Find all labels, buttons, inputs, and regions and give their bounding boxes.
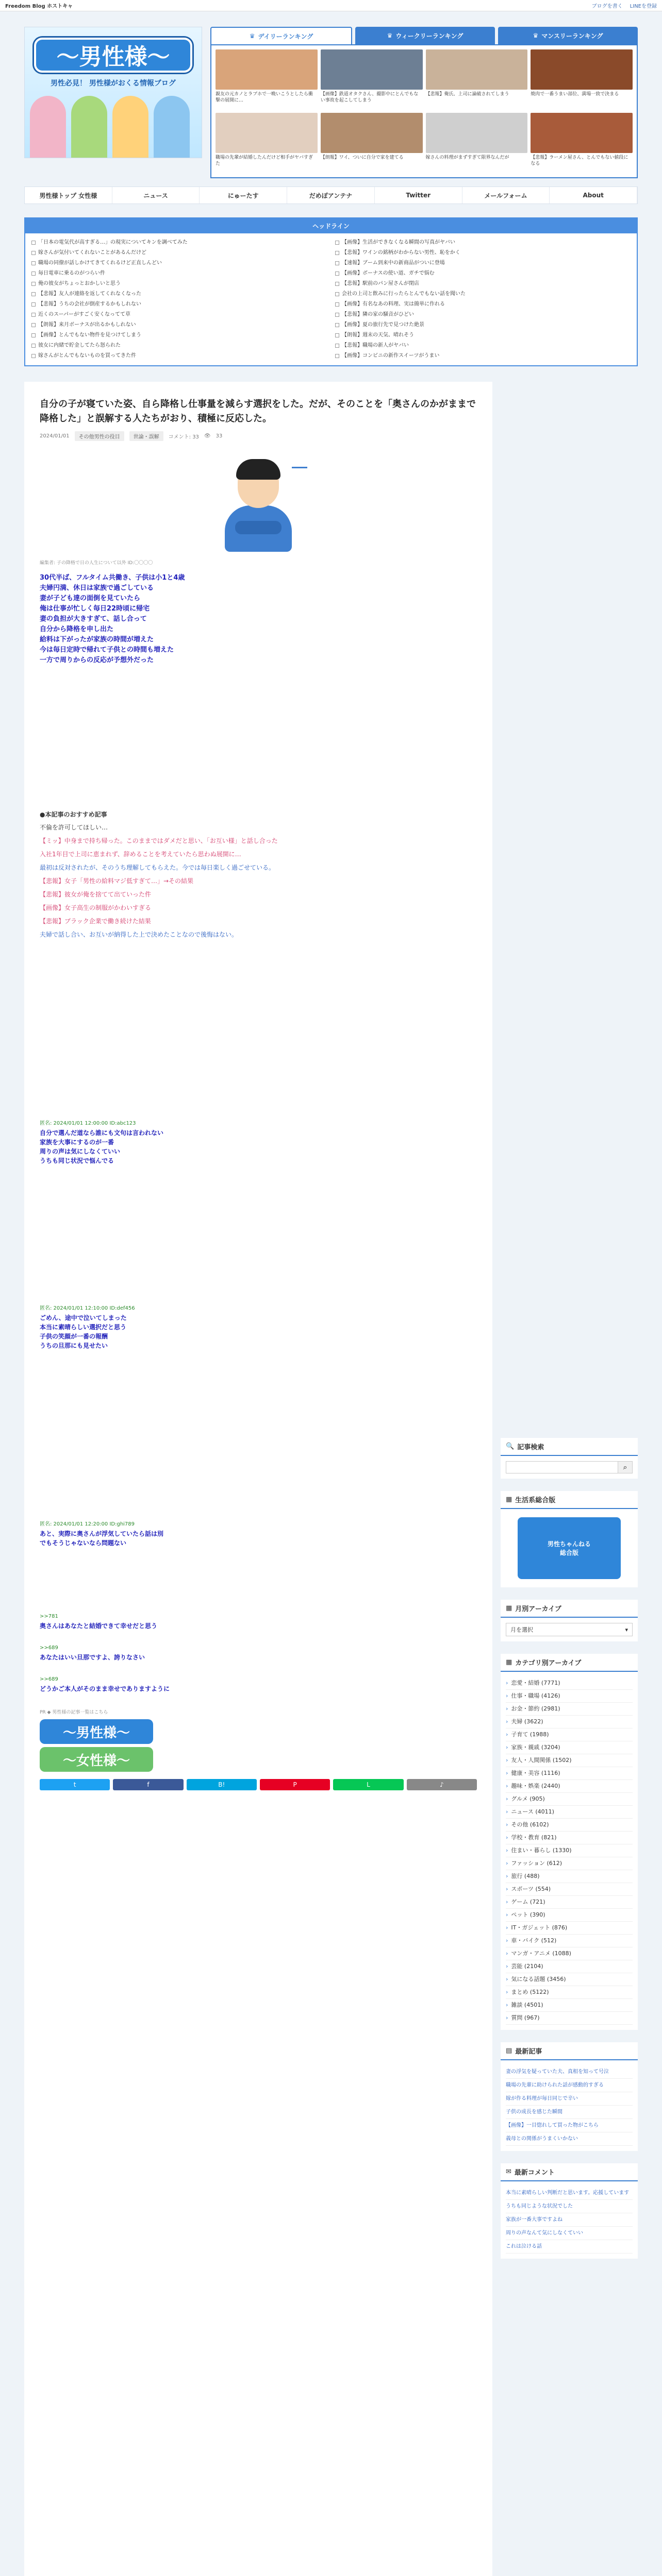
checkbox-icon	[31, 313, 36, 317]
list-item[interactable]: うちも同じような状況でした	[506, 2200, 633, 2213]
checkbox-icon	[31, 344, 36, 348]
share-bar	[40, 1779, 477, 1790]
list-item[interactable]: › 子育て (1988)	[506, 1728, 633, 1741]
chevron-right-icon: ›	[506, 1744, 508, 1751]
list-item[interactable]: › 仕事・職場 (4126)	[506, 1690, 633, 1703]
headline-item[interactable]: 「日本の電気代が高すぎる…」の現実についてキンを調べてみた	[31, 238, 327, 248]
chevron-right-icon: ›	[506, 1783, 508, 1789]
checkbox-icon	[31, 354, 36, 358]
character-illustration	[71, 96, 107, 158]
headline-item[interactable]: 【悲報】ワインの銘柄がわからない男性、恥をかく	[335, 248, 631, 258]
recommended-link[interactable]: 【悲報】ブラック企業で働き続けた結果	[40, 918, 151, 925]
note-text: 夫婦で話し合い、お互いが納得した上で決めたことなので後悔はない。	[40, 931, 238, 938]
nav-twitter[interactable]: Twitter	[375, 187, 462, 204]
chevron-right-icon: ›	[506, 1795, 508, 1802]
chevron-right-icon: ›	[506, 1860, 508, 1867]
chevron-right-icon: ›	[506, 1808, 508, 1815]
folder-icon: ▦	[506, 1496, 512, 1503]
ad-banner-women[interactable]: 〜女性様〜	[40, 1747, 153, 1772]
category-chip[interactable]: 世論・誤解	[129, 431, 163, 441]
document-icon: ▤	[506, 2047, 512, 2055]
ad-label: PR ◆ 男性様の記事一覧はこちら	[40, 1710, 108, 1715]
line-share-button[interactable]: L	[333, 1779, 403, 1790]
list-item[interactable]: › 家族・親戚 (3204)	[506, 1741, 633, 1754]
headline-item[interactable]: 【悲報】うちの会社が倒産するかもしれない	[31, 299, 327, 310]
ranking-item[interactable]: 【画像】鉄道オタクさん、撮影中にとんでもない事故を起こしてしまう	[321, 49, 423, 110]
list-item[interactable]: 妻の浮気を疑っていた夫、真相を知って号泣	[506, 2065, 633, 2079]
note-text: 不倫を許可してほしい…	[40, 824, 108, 831]
recommended-link[interactable]: 【ミッ】中身まで持ち帰った。このままではダメだと思い、「お互い様」と話し合った	[40, 837, 278, 844]
quote-block: 30代半ば、フルタイム共働き、子供は小1と4歳 夫婦円満、休日は家族で過ごしている 妻が子ども達の面倒を見ていたら 俺は仕事が忙しく毎日22時頃に帰宅 妻の負担が大きすぎて、話し合って 自分から降格を申し出た 給料は下がったが家族の時間が増えた 今は毎日定時で帰れて子供との時間も増えた 一方で周りからの反応が予想外だった	[40, 574, 185, 664]
nav-mailform[interactable]: メールフォーム	[462, 187, 550, 204]
list-item[interactable]: › 質問 (967)	[506, 2012, 633, 2025]
list-item[interactable]: › 趣味・娯楽 (2440)	[506, 1780, 633, 1793]
ranking-thumbnail	[216, 113, 318, 153]
ranking-thumbnail	[321, 49, 423, 90]
headline-grid	[25, 233, 637, 365]
chevron-right-icon: ›	[506, 1731, 508, 1738]
chevron-right-icon: ›	[506, 1911, 508, 1918]
pocket-share-button[interactable]: P	[260, 1779, 330, 1790]
list-item[interactable]: › 車・バイク (512)	[506, 1935, 633, 1947]
recommended-link[interactable]: 【悲報】彼女が俺を捨てて出ていった件	[40, 891, 152, 898]
list-item[interactable]: › 芸能 (2104)	[506, 1960, 633, 1973]
article-meta	[40, 431, 477, 441]
twitter-share-button[interactable]: t	[40, 1779, 110, 1790]
chevron-right-icon: ›	[506, 1705, 508, 1712]
headline-item[interactable]: 【画像】生活ができなくなる瞬間の写真がヤバい	[335, 238, 631, 248]
spacer	[40, 666, 477, 800]
chevron-right-icon: ›	[506, 1976, 508, 1982]
headline-item[interactable]: 【朗報】週末の天気、晴れそう	[335, 330, 631, 341]
chevron-right-icon: ›	[506, 1924, 508, 1931]
list-item[interactable]: 嫁が作る料理が毎日同じで辛い	[506, 2092, 633, 2106]
list-item[interactable]: › お金・節約 (2981)	[506, 1703, 633, 1716]
chevron-right-icon: ›	[506, 1680, 508, 1686]
site-logo[interactable]	[24, 27, 202, 158]
ranking-item[interactable]: 【悲報】俺氏、上司に論破されてしまう	[426, 49, 528, 110]
tab-monthly[interactable]: ♛ マンスリーランキング	[498, 27, 638, 44]
list-item[interactable]: これは泣ける話	[506, 2240, 633, 2253]
checkbox-icon	[335, 261, 339, 265]
crown-icon: ♛	[387, 32, 393, 39]
crown-icon: ♛	[249, 32, 255, 40]
headline-item[interactable]: 会社の上司と飲みに行ったらとんでもない話を聞いた	[335, 289, 631, 299]
calendar-icon: ▦	[506, 1604, 512, 1612]
crown-icon: ♛	[533, 32, 539, 39]
character-illustration	[30, 96, 66, 158]
ranking-thumbnail	[426, 49, 528, 90]
list-item[interactable]: › グルメ (905)	[506, 1793, 633, 1806]
list-item[interactable]: › その他 (6102)	[506, 1819, 633, 1832]
checkbox-icon	[335, 272, 339, 276]
headline-item[interactable]: 【朗報】来月ボーナスが出るかもしれない	[31, 320, 327, 330]
comment-icon: ✉	[506, 2168, 511, 2176]
article-title: 自分の子が寝ていた姿、自ら降格し仕事量を減らす選択をした。だが、そのことを「奥さんのかがままで降格した」と誤解する人たちがおり、積極に反応した。	[40, 399, 476, 424]
chevron-right-icon: ›	[506, 1834, 508, 1841]
list-item[interactable]: › 旅行 (488)	[506, 1870, 633, 1883]
chevron-right-icon: ›	[506, 1937, 508, 1944]
search-icon: 🔍	[506, 1443, 515, 1450]
ranking-item[interactable]: 【朗報】ワイ、ついに自分で家を建てる	[321, 113, 423, 173]
recent-list	[501, 2060, 638, 2151]
ranking-item[interactable]: 焼肉で一番うまい部位、満場一致で決まる	[531, 49, 633, 110]
hatena-share-button[interactable]: B!	[187, 1779, 257, 1790]
comment: >>781 奥さんはあなたと結婚できて幸せだと思う	[40, 1614, 158, 1630]
list-item[interactable]: 家族が一番大事ですよね	[506, 2213, 633, 2227]
brand-label: Freedom Blog ホストキャ	[5, 4, 73, 9]
headline-item[interactable]: 彼女に内緒で貯金してたら怒られた	[31, 341, 327, 351]
write-blog-link[interactable]: ブログを書く	[591, 4, 623, 9]
article-date: 2024/01/01	[40, 433, 70, 439]
chevron-right-icon: ›	[506, 1692, 508, 1699]
checkbox-icon	[31, 323, 36, 327]
headline-item[interactable]: 【画像】有名なあの料理、実は簡単に作れる	[335, 299, 631, 310]
headline-item[interactable]: 【画像】コンビニの新作スイーツがうまい	[335, 351, 631, 361]
nav-antenna[interactable]: だめぽアンテナ	[287, 187, 375, 204]
eye-icon: 👁	[204, 433, 211, 439]
list-item[interactable]: › ゲーム (721)	[506, 1896, 633, 1909]
main-area	[24, 382, 638, 2576]
ranking-item[interactable]: 嫁さんの料理がまずすぎて限界なんだが	[426, 113, 528, 173]
month-select[interactable]: 月を選択 ▾	[506, 1623, 633, 1636]
list-item[interactable]: › ニュース (4011)	[506, 1806, 633, 1819]
nav-home[interactable]: 男性様トップ 女性様	[25, 187, 112, 204]
post-meta: 編集者: 子の降格で日の人生について以外 ID:〇〇〇〇	[40, 561, 153, 566]
ranking-item[interactable]: 【悲報】ラーメン屋さん、とんでもない値段になる	[531, 113, 633, 173]
search-input[interactable]	[506, 1461, 618, 1473]
headline-item[interactable]: 【悲報】駅前のパン屋さんが閉店	[335, 279, 631, 289]
headline-item[interactable]: 俺の彼女がちょっとおかしいと思う	[31, 279, 327, 289]
headline-title: ヘッドライン	[25, 218, 637, 233]
ad-banner-men[interactable]: 〜男性様〜	[40, 1719, 153, 1744]
nav-about[interactable]: About	[550, 187, 637, 204]
list-item[interactable]: › 友人・人間関係 (1502)	[506, 1754, 633, 1767]
category-chip[interactable]: その他男性の役目	[75, 431, 124, 441]
checkbox-icon	[31, 292, 36, 296]
checkbox-icon	[335, 313, 339, 317]
checkbox-icon	[335, 344, 339, 348]
headline-item[interactable]: 【悲報】職場の新人がヤバい	[335, 341, 631, 351]
line-register-link[interactable]: LINEを登録	[630, 4, 657, 9]
headline-item[interactable]: 【画像】ボーナスの使い道、ガチで悩む	[335, 268, 631, 279]
ranking-thumbnail	[531, 49, 633, 90]
ranking-thumbnail	[531, 113, 633, 153]
chevron-right-icon: ›	[506, 1770, 508, 1776]
comment: 匿名: 2024/01/01 12:10:00 ID:def456 ごめん、途中で泣いてしまった 本当に素晴らしい選択だと思う 子供の笑顔が一番の報酬 うちの旦那にも見せたい	[40, 1306, 135, 1349]
headline-item[interactable]: 近くのスーパーがすごく安くなってて草	[31, 310, 327, 320]
headline-item[interactable]: 【速報】ブーム到来中の新商品がついに登場	[335, 258, 631, 268]
checkbox-icon	[31, 282, 36, 286]
page-wrap	[24, 11, 638, 2576]
headline-box	[24, 217, 638, 366]
checkbox-icon	[31, 333, 36, 337]
recommended-link[interactable]: 【悲報】女子「男性の給料マジ低すぎて…」→その結果	[40, 877, 194, 885]
comment: >>689 どうかご本人がそのまま幸せでありますように	[40, 1676, 170, 1692]
search-box: 🔍 記事検索 ⌕	[501, 1438, 638, 1479]
ranking-thumbnail	[216, 49, 318, 90]
chevron-right-icon: ›	[506, 1821, 508, 1828]
facebook-share-button[interactable]: f	[113, 1779, 183, 1790]
chevron-right-icon: ›	[506, 1989, 508, 1995]
chevron-right-icon: ›	[506, 1873, 508, 1879]
ranking-item[interactable]: 職場の先輩が結婚したんだけど相手がヤバすぎた	[216, 113, 318, 173]
headline-item[interactable]: 【悲報】友人が連絡を返してくれなくなった	[31, 289, 327, 299]
checkbox-icon	[31, 302, 36, 307]
chevron-right-icon: ›	[506, 1963, 508, 1970]
topbar-links	[592, 2, 657, 9]
list-item[interactable]: 本当に素晴らしい判断だと思います。応援しています	[506, 2187, 633, 2200]
list-item[interactable]: 子供の成長を感じた瞬間	[506, 2106, 633, 2119]
headline-item[interactable]: 【画像】とんでもない物件を見つけてしまう	[31, 330, 327, 341]
feedly-share-button[interactable]: ♪	[407, 1779, 477, 1790]
search-button[interactable]: ⌕	[618, 1461, 633, 1473]
sidebar	[501, 382, 638, 2576]
chevron-right-icon: ›	[506, 2002, 508, 2008]
logo-title: 〜男性様〜	[34, 38, 192, 73]
comment: 匿名: 2024/01/01 12:00:00 ID:abc123 自分で選んだ道なら誰にも文句は言われない 家族を大事にするのが一番 周りの声は気にしなくていい うちも同じ状況で悩んでる	[40, 1121, 164, 1164]
headline-item[interactable]: 【画像】夏の旅行先で見つけた絶景	[335, 320, 631, 330]
list-item[interactable]: › 夫婦 (3622)	[506, 1716, 633, 1728]
recent-box: ▤ 最新記事 妻の浮気を疑っていた夫、真相を知って号泣 職場の先輩に助けられた話が感動的すぎる 嫁が作る料理が毎日同じで辛い 子供の成長を感じた瞬間 【画像】一目惚れして買った物がこちら 義母との関係がうまくいかない	[501, 2042, 638, 2151]
folder-icon: ▦	[506, 1658, 512, 1666]
ranking-tabs	[210, 27, 638, 44]
list-item[interactable]: › 健康・美容 (1116)	[506, 1767, 633, 1780]
checkbox-icon	[335, 241, 339, 245]
tab-daily[interactable]: ♛ デイリーランキング	[210, 27, 352, 44]
ranking-list	[210, 44, 638, 178]
headline-item[interactable]: 毎日電車に乗るのがつらい件	[31, 268, 327, 279]
chevron-right-icon: ›	[506, 1718, 508, 1725]
list-item[interactable]: › IT・ガジェット (876)	[506, 1922, 633, 1935]
general-box: ▦ 生活系総合版 男性ちゃんねる 総合版	[501, 1491, 638, 1587]
list-item[interactable]: › 気になる話題 (3456)	[506, 1973, 633, 1986]
list-item[interactable]: › 恋愛・結婚 (7771)	[506, 1677, 633, 1690]
list-item[interactable]: › マンガ・アニメ (1088)	[506, 1947, 633, 1960]
list-item[interactable]: 【画像】一目惚れして買った物がこちら	[506, 2119, 633, 2132]
nav-news[interactable]: ニュース	[112, 187, 200, 204]
list-item[interactable]: › ファッション (612)	[506, 1857, 633, 1870]
checkbox-icon	[335, 251, 339, 255]
chevron-right-icon: ›	[506, 1899, 508, 1905]
ranking-item[interactable]: 親友の元カノとラブホで一晩いこうとしたら衝撃の展開に…	[216, 49, 318, 110]
ranking-thumbnail	[321, 113, 423, 153]
recent-comments-list	[501, 2181, 638, 2259]
checkbox-icon	[31, 261, 36, 265]
tab-weekly[interactable]: ♛ ウィークリーランキング	[355, 27, 495, 44]
checkbox-icon	[335, 302, 339, 307]
comment: 匿名: 2024/01/01 12:20:00 ID:ghi789 あと、実際に奥さんが浮気していたら話は別 でもそうじゃないなら問題ない	[40, 1521, 164, 1547]
checkbox-icon	[31, 241, 36, 245]
checkbox-icon	[335, 333, 339, 337]
chevron-right-icon: ›	[506, 2014, 508, 2021]
sister-site-banner[interactable]: 男性ちゃんねる 総合版	[518, 1517, 621, 1579]
headline-right	[335, 238, 631, 361]
chevron-right-icon: ›	[506, 1847, 508, 1854]
chevron-right-icon: ›	[506, 1950, 508, 1957]
character-illustration	[112, 96, 148, 158]
main-nav	[24, 187, 638, 204]
list-item[interactable]: › 学校・教育 (821)	[506, 1832, 633, 1844]
category-list	[501, 1672, 638, 2030]
list-item[interactable]: 職場の先輩に助けられた話が感動的すぎる	[506, 2079, 633, 2092]
list-item[interactable]: › スポーツ (554)	[506, 1883, 633, 1896]
recommended-link[interactable]: 【画像】女子高生の制服がかわいすぎる	[40, 904, 152, 911]
top-bar	[0, 0, 662, 11]
logo-subtitle: 男性必見！ 男性様がおくる情報ブログ	[51, 79, 176, 88]
note-text: 最初は反対されたが、そのうち理解してもらえた。今では毎日楽しく過ごせている。	[40, 864, 275, 871]
ad-section	[40, 1709, 477, 1772]
headline-item[interactable]: 嫁さんが気付いてくれないことがあるんだけど	[31, 248, 327, 258]
headline-item[interactable]: 嫁さんがとんでもないものを買ってきた件	[31, 351, 327, 361]
checkbox-icon	[335, 354, 339, 358]
chevron-down-icon: ▾	[625, 1626, 628, 1633]
list-item[interactable]: › 雑談 (4501)	[506, 1999, 633, 2012]
headline-item[interactable]: 【悲報】隣の家の騒音がひどい	[335, 310, 631, 320]
checkbox-icon	[335, 282, 339, 286]
list-item[interactable]: › ペット (390)	[506, 1909, 633, 1922]
nav-nyutasu[interactable]: にゅーたす	[200, 187, 287, 204]
ranking-thumbnail	[426, 113, 528, 153]
archive-box: ▦ 月別アーカイブ 月を選択 ▾	[501, 1600, 638, 1641]
recommended-link[interactable]: 入社1年目で上司に恵まれず、辞めることを考えていたら思わぬ展開に…	[40, 851, 241, 858]
list-item[interactable]: 義母との関係がうまくいかない	[506, 2132, 633, 2146]
comment-count[interactable]: コメント: 33	[168, 434, 199, 440]
chevron-right-icon: ›	[506, 1886, 508, 1892]
chevron-right-icon: ›	[506, 1757, 508, 1764]
list-item[interactable]: 周りの声なんて気にしなくていい	[506, 2227, 633, 2240]
headline-item[interactable]: 職場の同僚が話しかけてきてくれるけど正直しんどい	[31, 258, 327, 268]
spacer	[40, 939, 477, 1104]
headline-left	[31, 238, 327, 361]
recommended-title: ●本記事のおすすめ記事	[40, 811, 107, 818]
header	[24, 11, 638, 182]
checkbox-icon	[31, 272, 36, 276]
recent-comments-box: ✉ 最新コメント 本当に素晴らしい判断だと思います。応援しています うちも同じような状況でした 家族が一番大事ですよね 周りの声なんて気にしなくていい これは泣ける話	[501, 2163, 638, 2259]
checkbox-icon	[31, 251, 36, 255]
thinking-man-illustration	[209, 456, 307, 554]
checkbox-icon	[335, 323, 339, 327]
ranking-panel	[210, 27, 638, 178]
comment: >>689 あなたはいい旦那ですよ、誇りなさい	[40, 1645, 145, 1661]
character-illustration	[154, 96, 190, 158]
article	[24, 382, 492, 2576]
list-item[interactable]: › 住まい・暮らし (1330)	[506, 1844, 633, 1857]
view-count: 33	[216, 433, 223, 439]
category-box: ▦ カテゴリ別アーカイブ › 恋愛・結婚 (7771) › 仕事・職場 (4126) › お金・節約 (2981) › 夫婦 (3622) › 子育て (1988) › 家族・親戚 (3204) › 友人・人間関係 (1502) › 健康・美容 (1116) › 趣味・娯楽 (2440) › グルメ (905) › ニュース (4011) › その他 (6102) › 学校・教育 (821) › 住まい・暮らし (1330) › ファッション (612) › 旅行 (488) › スポーツ (554) › ゲーム (721) › ペット (390) › IT・ガジェット (876) › 車・バイク (512) › マンガ・アニメ (1088) › 芸能 (2104) › 気になる話題 (3456) › まとめ (5122) › 雑談 (4501) › 質問 (967)	[501, 1654, 638, 2030]
checkbox-icon	[335, 292, 339, 296]
list-item[interactable]: › まとめ (5122)	[506, 1986, 633, 1999]
